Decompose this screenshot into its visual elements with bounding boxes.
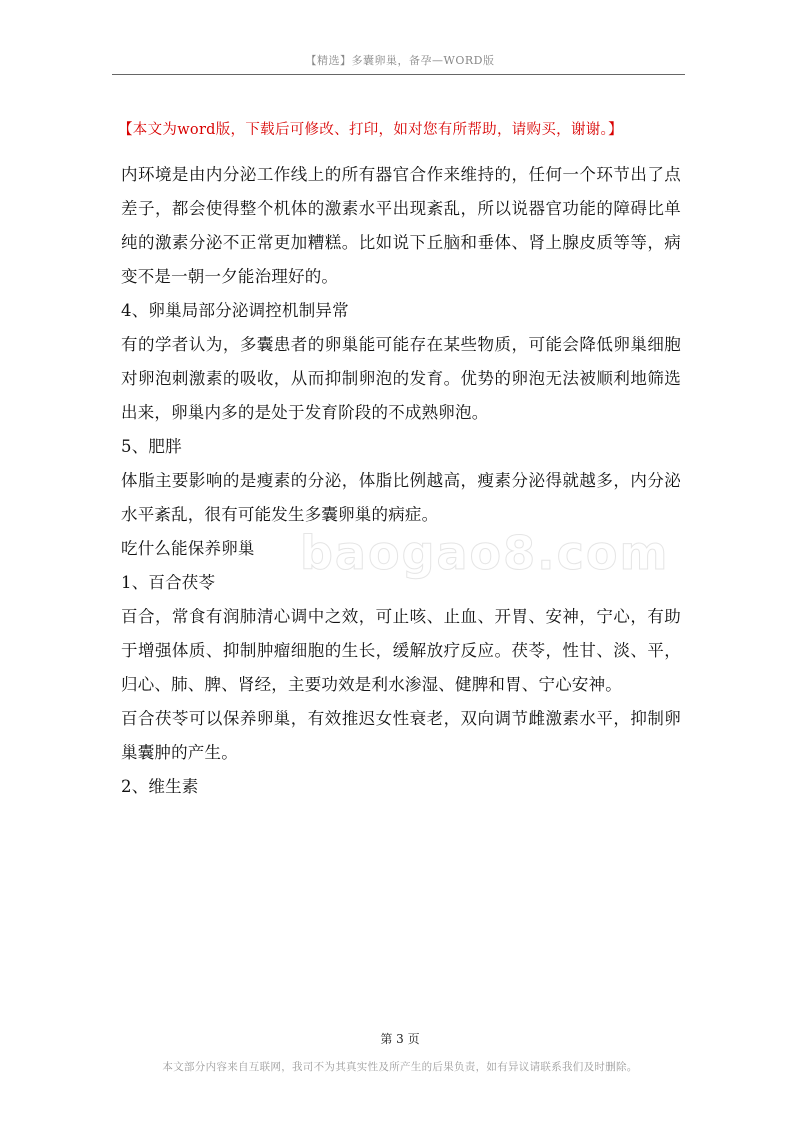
header-divider — [112, 74, 685, 75]
body-paragraph: 百合茯苓可以保养卵巢，有效推迟女性衰老，双向调节雌激素水平，抑制卵巢囊肿的产生。 — [121, 709, 681, 762]
footer-disclaimer: 本文部分内容来自互联网，我司不为其真实性及所产生的后果负责，如有异议请联系我们及时删除。 — [162, 1061, 638, 1073]
page-number: 第 3 页 — [380, 1032, 420, 1046]
body-paragraph: 有的学者认为，多囊患者的卵巢能可能存在某些物质，可能会降低卵巢细胞对卵泡刺激素的吸收，从而抑制卵泡的发育。优势的卵泡无法被顺利地筛选出来，卵巢内多的是处于发育阶段的不成熟卵泡。 — [121, 335, 681, 422]
section-heading: 5、肥胖 — [121, 437, 182, 456]
body-paragraph: 百合，常食有润肺清心调中之效，可止咳、止血、开胃、安神，宁心，有助于增强体质、抑制肿瘤细胞的生长，缓解放疗反应。茯苓，性甘、淡、平，归心、肺、脾、肾经，主要功效是利水渗湿、健脾和胃、宁心安神。 — [121, 607, 681, 694]
site-watermark: baogao8.com — [300, 526, 670, 580]
section-heading: 吃什么能保养卵巢 — [121, 539, 255, 558]
body-paragraph: 体脂主要影响的是瘦素的分泌，体脂比例越高，瘦素分泌得就越多，内分泌水平紊乱，很有可能发生多囊卵巢的病症。 — [121, 471, 681, 524]
document-body — [121, 158, 681, 804]
page-header-title: 【精选】多囊卵巢，备孕—WORD版 — [305, 54, 495, 67]
section-heading: 4、卵巢局部分泌调控机制异常 — [121, 301, 349, 320]
body-paragraph: 内环境是由内分泌工作线上的所有器官合作来维持的，任何一个环节出了点差子，都会使得整个机体的激素水平出现紊乱，所以说器官功能的障碍比单纯的激素分泌不正常更加糟糕。比如说下丘脑和垂体、肾上腺皮质等等，病变不是一朝一夕能治理好的。 — [121, 165, 681, 286]
section-heading: 2、维生素 — [121, 777, 199, 796]
download-notice: 【本文为word版，下载后可修改、打印，如对您有所帮助，请购买，谢谢。】 — [118, 122, 623, 138]
section-heading: 1、百合茯苓 — [121, 573, 216, 592]
